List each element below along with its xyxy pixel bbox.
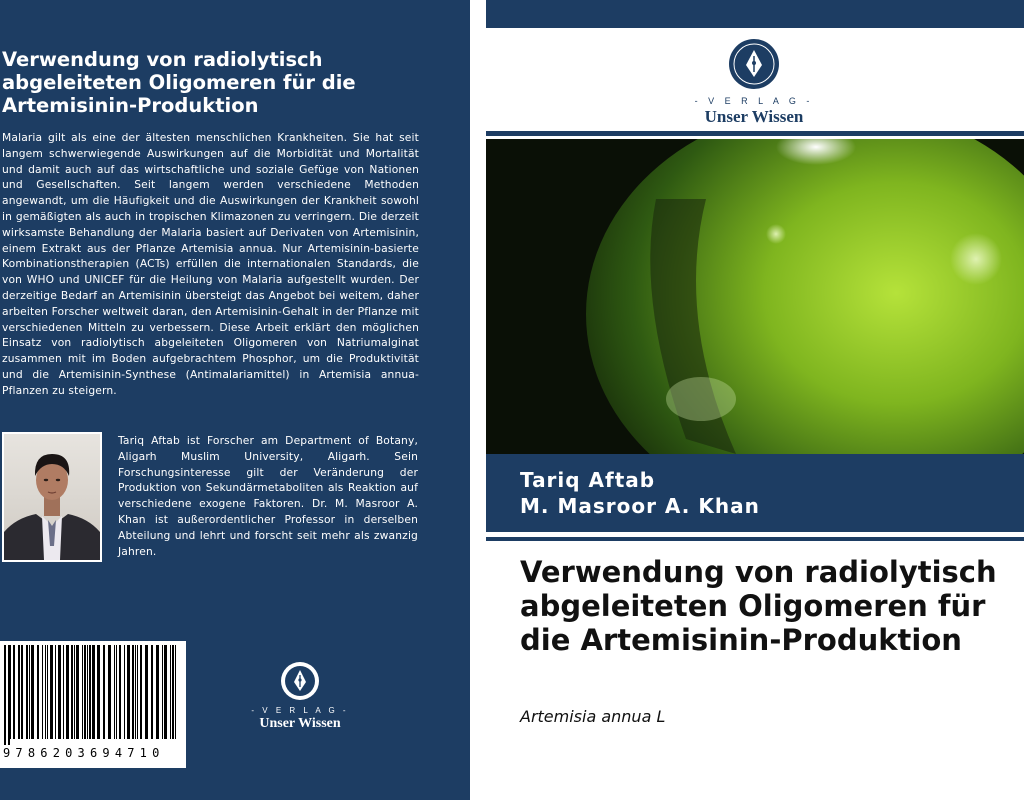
barcode-bar (21, 645, 23, 739)
fountain-pen-nib-icon (728, 38, 780, 90)
front-publisher-logo (674, 38, 834, 127)
barcode-bar (63, 645, 64, 739)
barcode-bar (175, 645, 176, 739)
barcode-bar (29, 645, 30, 739)
barcode-bar (31, 645, 34, 739)
spine-gap (470, 0, 486, 800)
barcode-bar (84, 645, 86, 739)
front-logo-verlag: - V E R L A G - (694, 96, 814, 106)
barcode-bar (37, 645, 39, 739)
barcode-bar (156, 645, 159, 739)
barcode-bar (132, 645, 134, 739)
barcode-bar (74, 645, 75, 739)
barcode-bar (82, 645, 83, 739)
back-logo-brand: Unser Wissen (259, 716, 341, 731)
barcode-bar (87, 645, 88, 739)
barcode-bar (151, 645, 153, 739)
fountain-pen-nib-icon (279, 660, 321, 702)
barcode-bar (103, 645, 105, 739)
barcode-bar (13, 645, 15, 739)
barcode-bar (71, 645, 73, 739)
barcode-bar (140, 645, 142, 739)
barcode-bar (76, 645, 79, 739)
front-cover-title: Verwendung von radiolytisch abgeleiteten Oligomeren für die Artemisinin-Produktion (520, 555, 997, 657)
author-photo (2, 432, 102, 562)
author-name-2: M. Masroor A. Khan (520, 494, 760, 518)
barcode-bar (18, 645, 20, 739)
author-name-1: Tariq Aftab (520, 468, 656, 492)
barcode-bar (145, 645, 148, 739)
barcode-bar (10, 645, 11, 739)
barcode-bar (135, 645, 136, 739)
front-cover-subtitle: Artemisia annua L (520, 707, 666, 726)
barcode-guard-bar (4, 645, 6, 745)
front-top-bar (486, 0, 1024, 28)
back-publisher-logo (240, 660, 360, 732)
back-cover (0, 0, 470, 800)
barcode-bar (42, 645, 43, 739)
back-cover-summary: Malaria gilt als eine der ältesten menschlichen Krankheiten. Sie hat seit langem schwerwiegende Auswirkungen auf die Morbidität und Mortalität und damit auch auf das wirtschaftliche und soziale Gefüge von Nationen und Gesellschaften. Seit langem werden verschiedene Methoden angewandt, um die Häufigkeit und die Auswirkungen der Krankheit sowohl in gemäßigten als auch in tropischen Klimazonen zu verringern. Die derzeit wirksamste Behandlung der Malaria basiert auf Derivaten von Artemisinin, einem Extrakt aus der Pflanze Artemisia annua. Nur Artemisinin-basierte Kombinationstherapien (ACTs) erfüllen die internationalen Standards, die von WHO und UNICEF für die Heilung von Malaria aufgestellt wurden. Der derzeitige Bedarf an Artemisinin übersteigt das Angebot bei weitem, daher arbeiten Forscher weltweit daran, den Artemisinin-Gehalt in der Pflanze mit verschiedenen Mitteln zu verbessern. Diese Arbeit erklärt den möglichen Einsatz von radiolytisch abgeleiteten Oligomeren von Natriumalginat zusammen mit im Boden aufgebrachtem Phosphor, um die Produktivität und die Artemisinin-Synthese (Antimalariamittel) in Artemisia annua-Pflanzen zu steigern. (2, 131, 419, 397)
barcode-bar (164, 645, 167, 739)
barcode-bar (116, 645, 117, 739)
barcode-bar (55, 645, 56, 739)
barcode-bar (58, 645, 61, 739)
back-logo-verlag: - V E R L A G - (251, 706, 349, 715)
barcode-guard-bar (8, 645, 10, 745)
barcode-bar (137, 645, 138, 739)
barcode-bar (89, 645, 91, 739)
bottom-rule (486, 537, 1024, 541)
barcode-bar (45, 645, 46, 739)
back-cover-title: Verwendung von radiolytisch abgeleiteten Oligomeren für die Artemisinin-Produktion (2, 48, 356, 117)
isbn-barcode (0, 641, 186, 768)
barcode-bar (92, 645, 95, 739)
barcode-bar (108, 645, 111, 739)
barcode-bar (127, 645, 130, 739)
barcode-bar (26, 645, 28, 739)
barcode-bar (50, 645, 53, 739)
front-cover (486, 0, 1024, 800)
barcode-bar (114, 645, 115, 739)
barcode-bar (97, 645, 100, 739)
front-logo-brand: Unser Wissen (704, 107, 804, 126)
top-rule (486, 131, 1024, 136)
barcode-bar (47, 645, 48, 739)
barcode-bar (170, 645, 171, 739)
barcode-bar (172, 645, 174, 739)
barcode-bar (124, 645, 125, 739)
author-band (486, 454, 1024, 532)
isbn-number: 9786203694710 (3, 746, 165, 760)
barcode-bar (66, 645, 69, 739)
cover-photo-green-sphere (486, 139, 1024, 454)
author-bio: Tariq Aftab ist Forscher am Department of Botany, Aligarh Muslim University, Aligarh. Sein Forschungsinteresse gilt der Veränderung der Produktion von Sekundärmetaboliten als Reaktion auf verschiedene exogene Faktoren. Dr. M. Masroor A. Khan ist außerordentlicher Professor in derselben Abteilung und lehrt und forscht seit mehr als zwanzig Jahren. (118, 434, 418, 558)
barcode-bar (119, 645, 121, 739)
barcode-bar (162, 645, 163, 739)
